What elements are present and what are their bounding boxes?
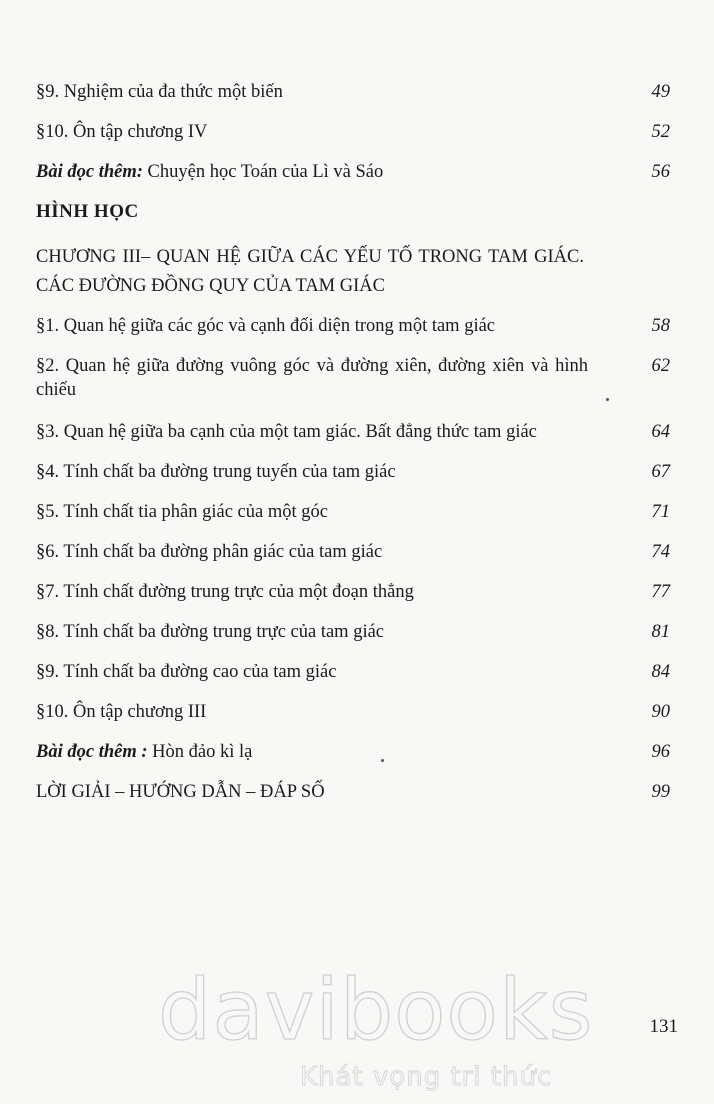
watermark-tagline: Khát vọng tri thức: [300, 1062, 553, 1092]
toc-entry-title: §10. Ôn tập chương IV: [36, 122, 208, 142]
toc-entry-page: 52: [651, 122, 670, 142]
page-number: 131: [649, 1016, 678, 1037]
toc-entry-page: 71: [651, 502, 670, 522]
toc-entry-page: 84: [651, 662, 670, 682]
toc-entry-title: §4. Tính chất ba đường trung tuyến của tam giác: [36, 462, 396, 482]
toc-entry-page: 81: [651, 622, 670, 642]
toc-entry-title: §9. Nghiệm của đa thức một biến: [36, 82, 283, 102]
toc-entry-page: 67: [651, 462, 670, 482]
scan-speck: [381, 759, 384, 762]
section-heading: HÌNH HỌC: [36, 201, 139, 222]
toc-entry-title: §9. Tính chất ba đường cao của tam giác: [36, 662, 337, 682]
toc-entry-title: LỜI GIẢI – HƯỚNG DẪN – ĐÁP SỐ: [36, 782, 325, 802]
scan-speck: [606, 398, 609, 401]
toc-entry-title: §7. Tính chất đường trung trực của một đoạn thẳng: [36, 582, 414, 602]
toc-entry-title: §8. Tính chất ba đường trung trực của tam giác: [36, 622, 385, 642]
toc-entry-title: §3. Quan hệ giữa ba cạnh của một tam giác. Bất đẳng thức tam giác: [36, 422, 537, 442]
toc-entry-lead: Bài đọc thêm :: [36, 742, 148, 762]
chapter-title: CHƯƠNG III– QUAN HỆ GIỮA CÁC YẾU TỐ TRONG TAM GIÁC. CÁC ĐƯỜNG ĐỒNG QUY CỦA TAM GIÁC: [36, 247, 584, 296]
toc-entry-page: 74: [651, 542, 670, 562]
toc-entry-page: 56: [651, 162, 670, 182]
toc-entry-page: 49: [651, 82, 670, 102]
toc-entry-page: 77: [651, 582, 670, 602]
toc-entry-page: 58: [651, 316, 670, 336]
watermark-logo: davibooks: [158, 961, 594, 1059]
toc-entry-title: §6. Tính chất ba đường phân giác của tam giác: [36, 542, 383, 562]
toc-entry-title: §2. Quan hệ giữa đường vuông góc và đường xiên, đường xiên và hình chiếu: [36, 356, 588, 400]
toc-entry-page: 64: [651, 422, 670, 442]
toc-entry-page: 96: [651, 742, 670, 762]
toc-entry-title: Chuyện học Toán của Lì và Sáo: [142, 162, 384, 182]
toc-entry-page: 99: [651, 782, 670, 802]
toc-entry-page: 62: [651, 356, 670, 376]
toc-entry-title: §10. Ôn tập chương III: [36, 702, 207, 722]
toc-entry-title: Hòn đảo kì lạ: [147, 742, 253, 762]
toc-entry-title: §1. Quan hệ giữa các góc và cạnh đối diện trong một tam giác: [36, 316, 496, 336]
toc-entry-lead: Bài đọc thêm:: [36, 162, 143, 182]
toc-entry-title: §5. Tính chất tia phân giác của một góc: [36, 502, 328, 522]
toc-entry-page: 90: [651, 702, 670, 722]
